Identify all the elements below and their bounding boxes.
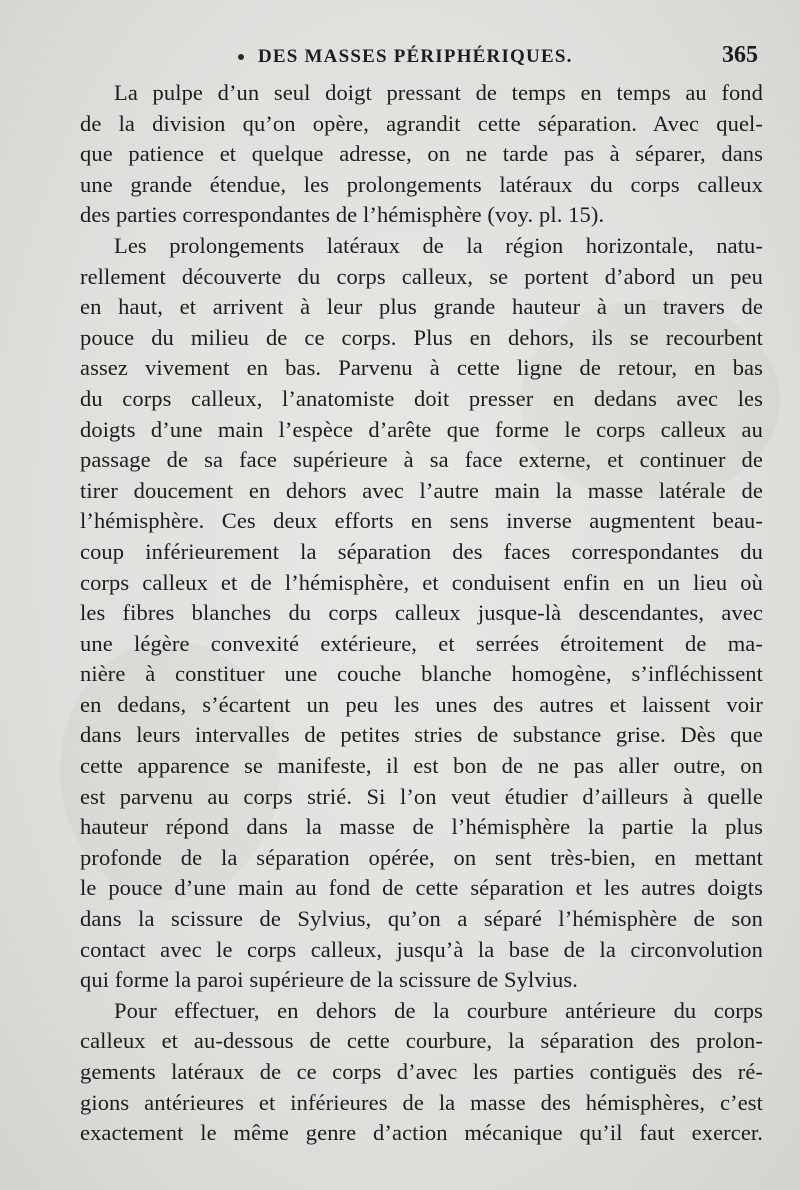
text-line: en dedans, s’écartent un peu les unes des autres et laissent voir xyxy=(80,691,763,717)
text-line: dans la scissure de Sylvius, qu’on a séparé l’hémisphère de son xyxy=(80,906,763,932)
text-line: gements latéraux de ce corps d’avec les parties contiguës des ré- xyxy=(80,1059,763,1084)
ink-dot xyxy=(238,54,244,60)
text-line: le pouce d’une main au fond de cette séparation et les autres doigts xyxy=(80,875,763,901)
text-line: des parties correspondantes de l’hémisphère (voy. pl. 15). xyxy=(80,202,605,228)
text-line: rellement découverte du corps calleux, se portent d’abord un peu xyxy=(80,263,763,289)
text-line: dans leurs intervalles de petites stries de substance grise. Dès que xyxy=(80,722,763,748)
text-line: du corps calleux, l’anatomiste doit presser en dedans avec les xyxy=(80,385,763,411)
text-line: nière à constituer une couche blanche homogène, s’infléchissent xyxy=(80,661,763,687)
text-line: qui forme la paroi supérieure de la scissure de Sylvius. xyxy=(80,967,578,993)
text-line: calleux et au-dessous de cette courbure, la séparation des prolon- xyxy=(80,1028,763,1054)
running-header xyxy=(0,40,800,80)
text-line: les fibres blanches du corps calleux jusque-là descendantes, avec xyxy=(80,600,763,626)
text-line: une grande étendue, les prolongements latéraux du corps calleux xyxy=(80,171,763,197)
text-line: de la division qu’on opère, agrandit cette séparation. Avec quel- xyxy=(80,110,763,136)
body-text xyxy=(80,78,763,1149)
text-line: que patience et quelque adresse, on ne tarde pas à séparer, dans xyxy=(80,141,763,167)
text-line: pouce du milieu de ce corps. Plus en dehors, ils se recourbent xyxy=(80,324,763,350)
text-line: doigts d’une main l’espèce d’arête que forme le corps calleux au xyxy=(80,416,763,442)
text-line: corps calleux et de l’hémisphère, et conduisent enfin en un lieu où xyxy=(80,569,763,595)
text-line: La pulpe d’un seul doigt pressant de temps en temps au fond xyxy=(114,80,763,105)
text-line: exactement le même genre d’action mécanique qu’il faut exercer. xyxy=(80,1120,763,1146)
text-line: Les prolongements latéraux de la région horizontale, natu- xyxy=(114,232,763,258)
text-line: Pour effectuer, en dehors de la courbure antérieure du corps xyxy=(114,997,763,1023)
text-line: tirer doucement en dehors avec l’autre main la masse latérale de xyxy=(80,477,763,503)
text-line: une légère convexité extérieure, et serrées étroitement de ma- xyxy=(80,630,763,656)
text-line: assez vivement en bas. Parvenu à cette ligne de retour, en bas xyxy=(80,355,763,381)
paragraph-2 xyxy=(80,231,763,996)
text-line: cette apparence se manifeste, il est bon de ne pas aller outre, on xyxy=(80,753,763,779)
text-line: coup inférieurement la séparation des faces correspondantes du xyxy=(80,538,763,564)
paragraph-3 xyxy=(80,996,763,1149)
text-line: contact avec le corps calleux, jusqu’à la base de la circonvolution xyxy=(80,936,763,962)
paragraph-1 xyxy=(80,78,763,231)
text-line: passage de sa face supérieure à sa face externe, et continuer de xyxy=(80,447,763,473)
text-line: hauteur répond dans la masse de l’hémisphère la partie la plus xyxy=(80,814,763,840)
text-line: l’hémisphère. Ces deux efforts en sens inverse augmentent beau- xyxy=(80,508,763,534)
text-line: gions antérieures et inférieures de la masse des hémisphères, c’est xyxy=(80,1089,763,1115)
text-line: en haut, et arrivent à leur plus grande hauteur à un travers de xyxy=(80,294,763,320)
text-line: profonde de la séparation opérée, on sent très-bien, en mettant xyxy=(80,844,763,870)
text-line: est parvenu au corps strié. Si l’on veut étudier d’ailleurs à quelle xyxy=(80,783,763,809)
page-number: 365 xyxy=(722,42,758,68)
running-title: DES MASSES PÉRIPHÉRIQUES. xyxy=(258,46,573,67)
